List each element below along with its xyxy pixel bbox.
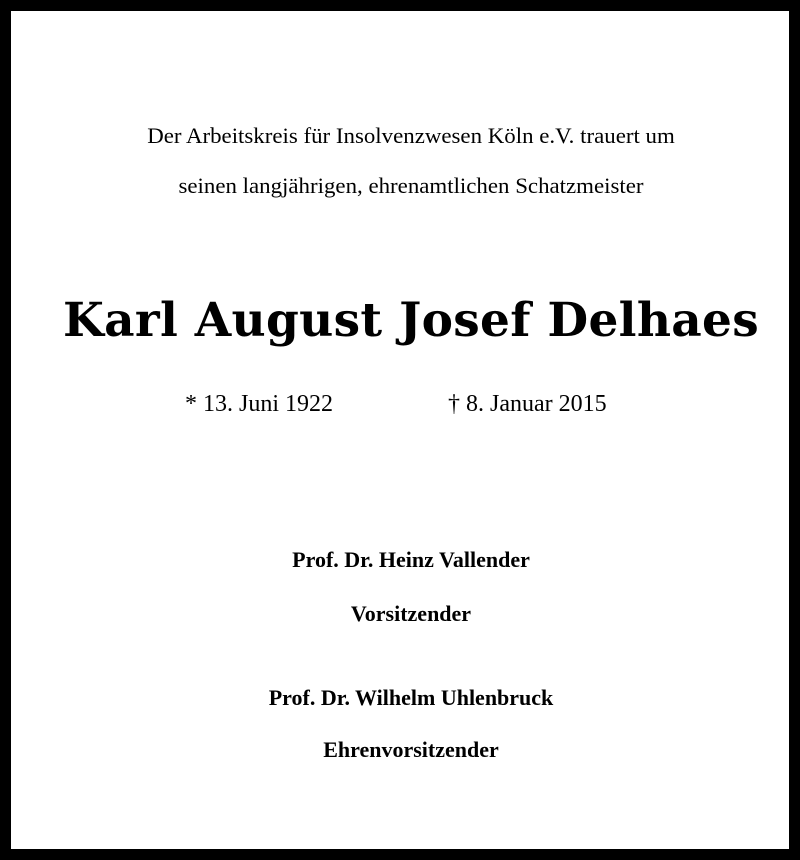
intro-line-1: Der Arbeitskreis für Insolvenzwesen Köln e.V. trauert um xyxy=(147,123,675,148)
death-date: † 8. Januar 2015 xyxy=(448,391,607,417)
birth-date: * 13. Juni 1922 xyxy=(185,391,334,417)
signatory-role-1: Vorsitzender xyxy=(350,601,472,626)
signatory-name-2: Prof. Dr. Wilhelm Uhlenbruck xyxy=(268,685,554,710)
signatory-role-2: Ehrenvorsitzender xyxy=(323,737,499,762)
signatory-name-1: Prof. Dr. Heinz Vallender xyxy=(292,547,530,572)
intro-line-2: seinen langjährigen, ehrenamtlichen Schatzmeister xyxy=(178,173,644,198)
deceased-name: Karl August Josef Delhaes xyxy=(62,293,760,348)
